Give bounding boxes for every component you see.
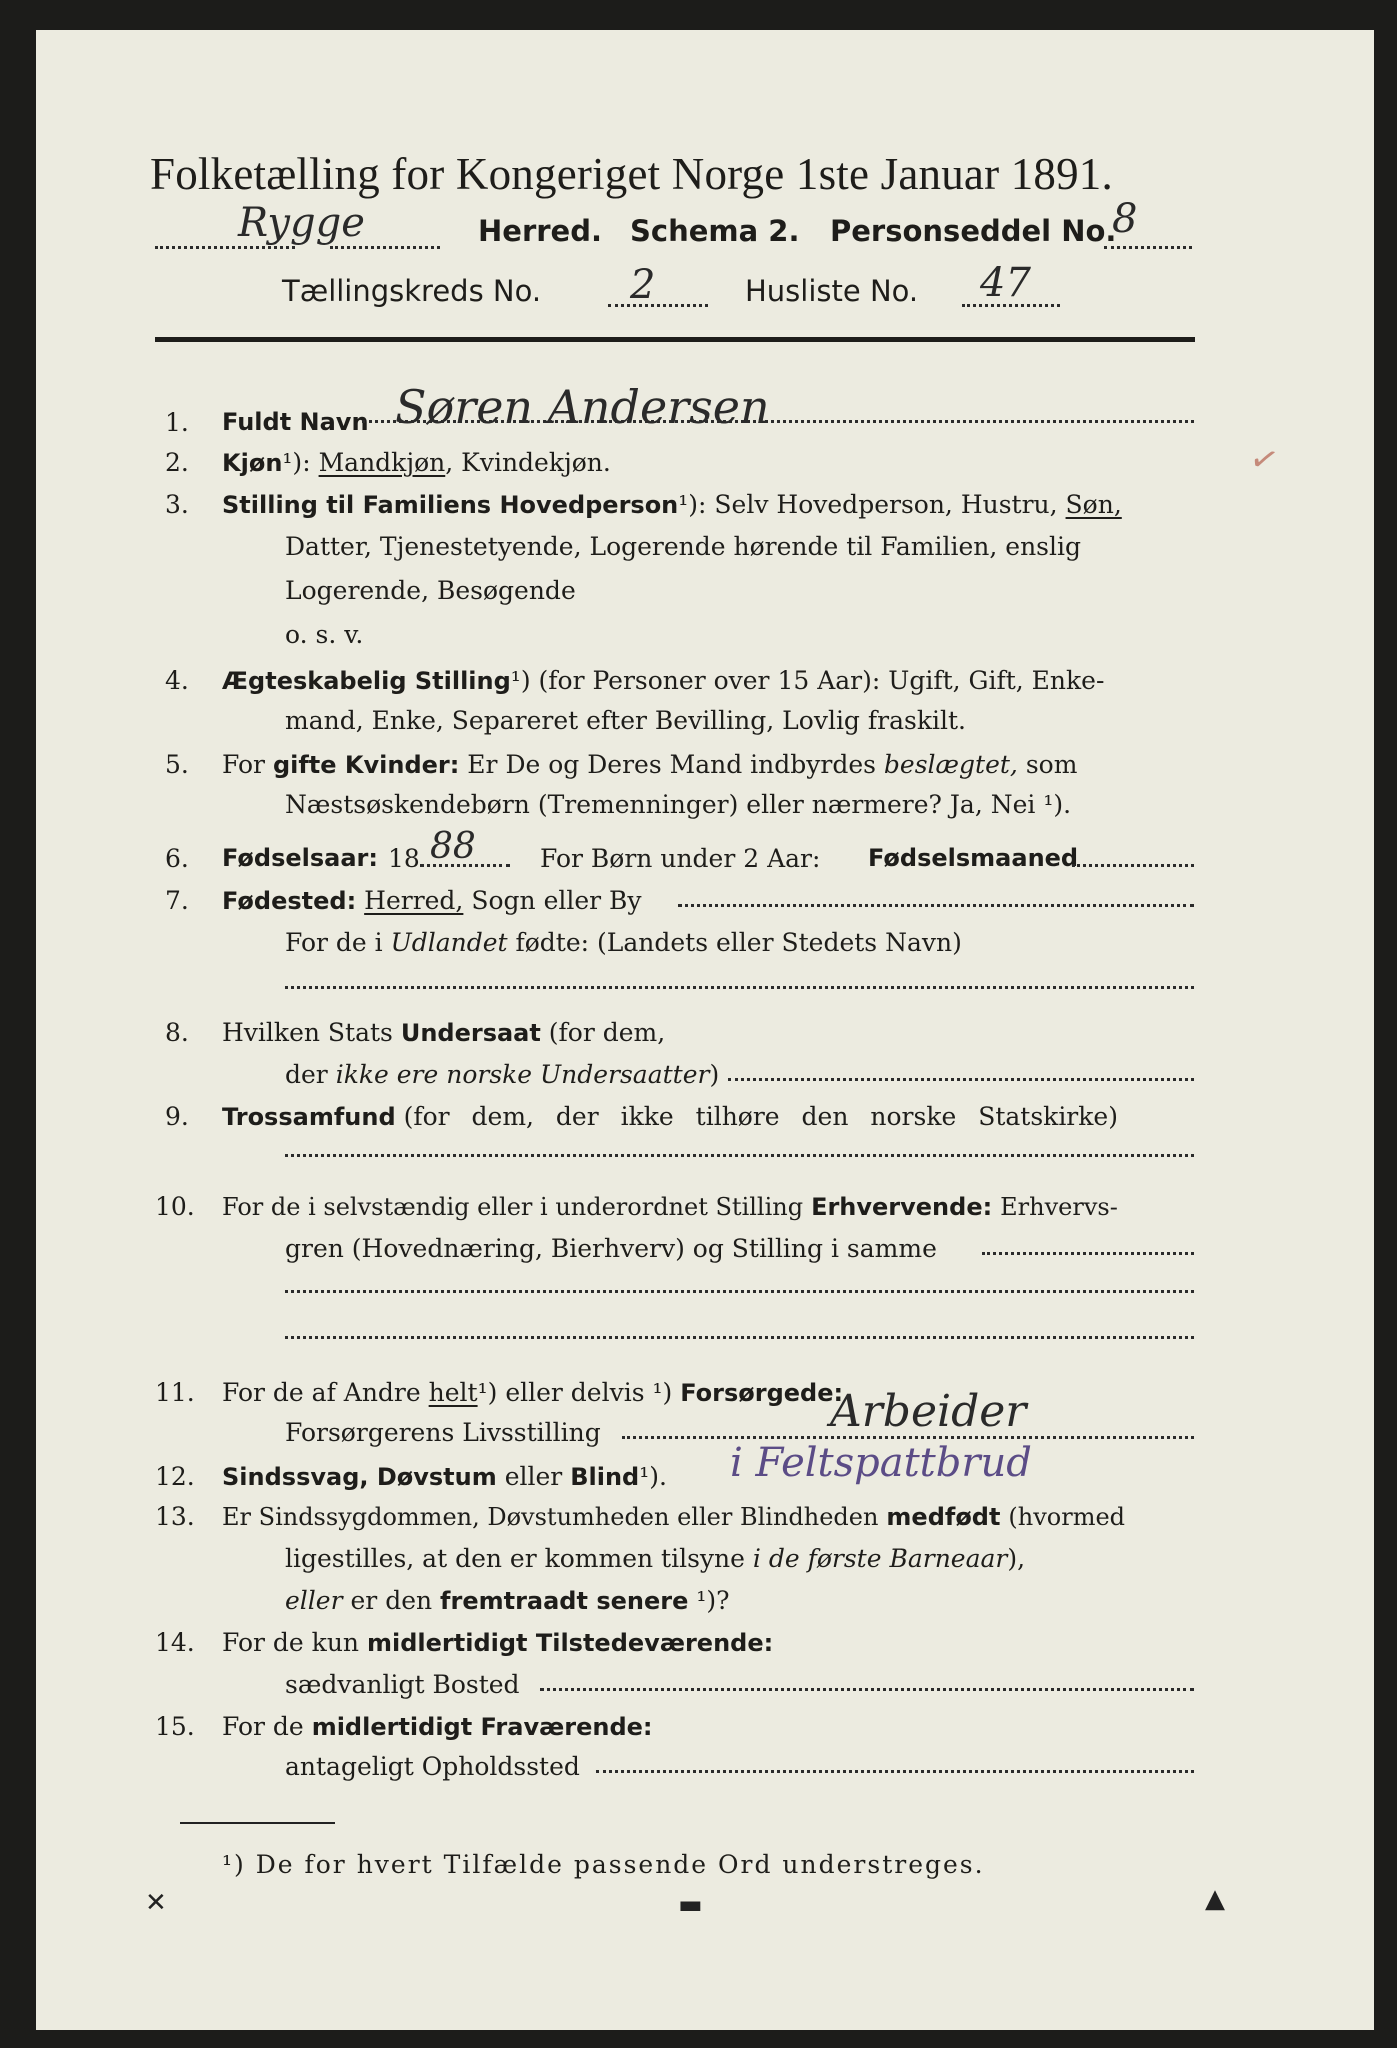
q1-dotted-line [362,420,1194,423]
q13-line3b: ¹)? [696,1586,730,1615]
q6-mid: For Børn under 2 Aar: [540,844,821,873]
q10-dotted-line-3 [285,1336,1194,1339]
q1-label: Fuldt Navn [222,408,369,436]
q7-dotted-line-2 [285,986,1194,989]
q3-line1 [222,490,1122,519]
q2-line [222,448,611,477]
q5-number: 5. [165,750,189,779]
q13-label: medfødt [886,1503,1001,1531]
q13-line2b: ), [1007,1544,1026,1573]
q2-label: Kjøn [222,449,283,477]
q10-text1: For de i selvstændig eller i underordnet Stilling [222,1193,804,1221]
schema-label: Schema 2. [630,214,800,248]
q14-label: midlertidigt Tilstedeværende: [366,1629,774,1657]
herred-dotted-line [155,246,295,249]
q10-line2: gren (Hovednæring, Bierhverv) og Stilling i samme [285,1234,937,1263]
q10-dotted-line [982,1252,1194,1255]
q8-number: 8. [165,1018,189,1047]
q1-name-value: Søren Andersen [395,380,770,434]
q9-text1: (for dem, der ikke tilhøre den norske Statskirke) [403,1102,1118,1131]
q8-line2b: ) [709,1060,720,1089]
q11-text2: ¹) eller delvis ¹) [477,1378,673,1407]
kreds-dotted-line [608,304,708,307]
q3-number: 3. [165,490,189,519]
q13-number: 13. [155,1502,195,1531]
q2-rest: , Kvindekjøn. [445,448,611,477]
q4-label: Ægteskabelig Stilling [222,667,511,695]
corner-mark-icon: ✕ [145,1888,167,1918]
q11-option-helt: helt [428,1378,478,1407]
q15-label: midlertidigt Fraværende: [311,1713,653,1741]
q6-month-dotted-line [1072,864,1194,867]
q7-rest: Sogn eller By [471,886,642,915]
q5-line2: Næstsøskendebørn (Tremenninger) eller nærmere? Ja, Nei ¹). [285,790,1072,819]
q13-text1: Er Sindssygdommen, Døvstumheden eller Blindheden [222,1503,879,1531]
q7-line2a: For de i [285,928,383,957]
q12-number: 12. [155,1462,195,1491]
q7-dotted-line [678,904,1194,907]
q10-number: 10. [155,1192,195,1221]
q7-line2b: fødte: (Landets eller Stedets Navn) [515,928,962,957]
q13-line2a: ligestilles, at den er kommen tilsyne [285,1544,745,1573]
personseddel-label: Personseddel No. [830,214,1117,248]
q6-label: Fødselsaar: [222,844,378,872]
q5-italic: beslægtet, [883,750,1018,779]
q7-option-herred: Herred, [364,886,464,915]
q11-line1 [222,1378,843,1407]
q8-text1: Hvilken Stats [222,1018,393,1047]
q6-number: 6. [165,844,189,873]
q11-line2: Forsørgerens Livsstilling [285,1418,601,1447]
q8-dotted-line [728,1078,1194,1081]
q6-year-value: 88 [430,826,476,867]
q8-label: Undersaat [400,1019,541,1047]
q3-line3: Logerende, Besøgende [285,576,576,605]
q4-line1 [222,666,1104,695]
q5-end: som [1025,750,1078,779]
q3-label: Stilling til Familiens Hovedperson [222,491,679,519]
q12-label: Sindssvag, Døvstum [222,1463,497,1491]
q13-line2 [285,1544,1025,1573]
q15-text1: For de [222,1712,304,1741]
personseddel-dotted-line [1104,246,1192,249]
herred-dotted-line-2 [330,246,440,249]
q12-text1: eller [504,1462,563,1491]
kreds-label: Tællingskreds No. [282,274,542,308]
q12-line1 [222,1462,667,1491]
header-rule [155,337,1195,342]
personseddel-value: 8 [1112,196,1138,242]
footnote-rule [180,1822,335,1824]
q13-line3 [285,1586,730,1615]
q8-line2-italic: ikke ere norske Undersaatter [335,1060,710,1089]
q8-line2a: der [285,1060,328,1089]
q10-line1 [222,1192,1118,1221]
q13-text2: (hvormed [1008,1503,1126,1531]
checkmark-icon: ✓ [1245,437,1283,483]
q3-text1: ¹): Selv Hovedperson, Hustru, [678,490,1058,519]
q6-year-dotted-line [420,864,510,867]
q12-sup: ¹). [639,1462,667,1491]
q4-line2: mand, Enke, Separeret efter Bevilling, Lovlig fraskilt. [285,706,966,735]
q11-occupation-value: Arbeider [830,1386,1027,1437]
q8-text2: (for dem, [548,1018,666,1047]
q2-number: 2. [165,448,189,477]
q2-option-mandkjon: Mandkjøn [318,448,446,477]
q14-line2: sædvanligt Bosted [285,1670,520,1699]
q3-line4: o. s. v. [285,620,364,649]
husliste-dotted-line [962,304,1060,307]
q13-label3: fremtraadt senere [440,1587,689,1615]
q11-number: 11. [155,1378,195,1407]
husliste-label: Husliste No. [745,274,919,308]
q9-label: Trossamfund [222,1103,396,1131]
q12-value: i Feltspattbrud [730,1440,1032,1486]
q11-text1: For de af Andre [222,1378,421,1407]
center-mark-icon: ▬ [678,1890,703,1920]
q15-dotted-line [596,1770,1194,1773]
q9-line1 [222,1102,1118,1131]
q3-line2: Datter, Tjenestetyende, Logerende hørende til Familien, enslig [285,532,1082,561]
q13-line3-italic: eller [285,1586,343,1615]
q8-line2 [285,1060,719,1089]
herred-label: Herred. [478,214,602,248]
q5-line1 [222,750,1077,779]
q7-line2-italic: Udlandet [390,928,508,957]
q9-dotted-line [285,1154,1194,1157]
q7-line1 [222,886,642,915]
q7-label: Fødested: [222,887,357,915]
q5-text1: Er De og Deres Mand indbyrdes [467,750,876,779]
q15-line1 [222,1712,653,1741]
q7-line2 [285,928,962,957]
q14-dotted-line [540,1688,1194,1691]
q8-line1 [222,1018,665,1047]
q9-number: 9. [165,1102,189,1131]
q14-line1 [222,1628,773,1657]
q4-text1: ¹) (for Personer over 15 Aar): Ugift, Gift, Enke- [510,666,1105,695]
husliste-value: 47 [980,260,1031,306]
q6-prefix: 18 [388,844,420,873]
form-title: Folketælling for Kongeriget Norge 1ste Januar 1891. [150,149,1113,199]
q10-label: Erhvervende: [811,1193,993,1221]
q6-label2: Fødselsmaaned [868,844,1079,872]
q1-number: 1. [165,408,189,437]
q12-label2: Blind [570,1463,640,1491]
q2-colon: : [302,448,311,477]
q14-text1: For de kun [222,1628,360,1657]
q15-number: 15. [155,1712,195,1741]
q7-number: 7. [165,886,189,915]
q13-line2-italic: i de første Barneaar [752,1544,1008,1573]
q10-dotted-line-2 [285,1290,1194,1293]
q10-text2: Erhvervs- [1000,1193,1118,1221]
q4-number: 4. [165,666,189,695]
herred-value: Rygge [238,200,365,246]
q5-label: gifte Kvinder: [272,751,460,779]
q11-label: Forsørgede: [680,1379,844,1407]
q15-line2: antageligt Opholdssted [285,1752,580,1781]
footnote: ¹) De for hvert Tilfælde passende Ord understreges. [222,1850,985,1879]
corner-mark-icon-2: ▲ [1205,1884,1225,1914]
q13-line1 [222,1502,1125,1531]
kreds-value: 2 [630,262,656,308]
q5-pre: For [222,750,265,779]
q14-number: 14. [155,1628,195,1657]
q3-option-son: Søn, [1065,490,1122,519]
q2-sup: ¹) [282,448,303,477]
q13-line3a: er den [350,1586,433,1615]
